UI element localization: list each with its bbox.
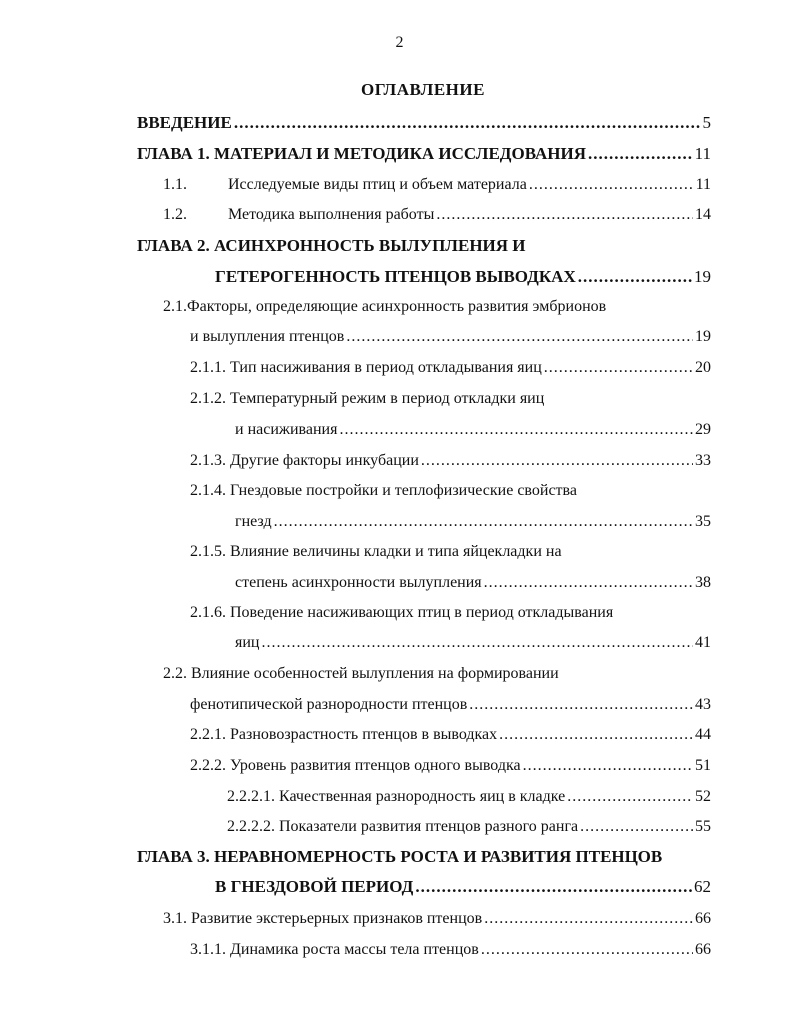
- toc-entry-label: Методика выполнения работы: [228, 206, 435, 223]
- dot-leader: [544, 358, 693, 378]
- toc-entry-label: 3.1. Развитие экстерьерных признаков птенцов: [163, 910, 483, 927]
- toc-entry-2-1-5[interactable]: 2.1.5. Влияние величины кладки и типа яйцекладки на: [190, 543, 562, 560]
- toc-entry-chapter-2-cont[interactable]: [215, 267, 711, 287]
- dot-leader: [580, 817, 693, 837]
- dot-leader: [274, 512, 693, 532]
- toc-entry-number: 1.1.: [163, 176, 187, 193]
- toc-entry-label: 2.2.2.2. Показатели развития птенцов разного ранга: [227, 818, 579, 835]
- dot-leader: [484, 909, 693, 929]
- toc-entry-label: В ГНЕЗДОВОЙ ПЕРИОД: [215, 877, 414, 896]
- toc-entry-page: 44: [695, 726, 711, 743]
- dot-leader: [234, 113, 701, 133]
- toc-entry-page: 20: [695, 359, 711, 376]
- toc-entry-2-1-1[interactable]: [190, 358, 711, 378]
- dot-leader: [529, 175, 694, 195]
- toc-entry-chapter-3[interactable]: ГЛАВА 3. НЕРАВНОМЕРНОСТЬ РОСТА И РАЗВИТИЯ ПТЕНЦОВ: [137, 847, 663, 866]
- toc-entry-label: 2.2.1. Разновозрастность птенцов в выводках: [190, 726, 498, 743]
- toc-entry-chapter-1[interactable]: [137, 144, 711, 164]
- toc-entry-2-2-1[interactable]: [190, 725, 711, 745]
- toc-entry-page: 66: [695, 910, 711, 927]
- toc-entry-page: 29: [695, 421, 711, 438]
- toc-entry-1-1[interactable]: [163, 175, 711, 195]
- toc-entry-label: 2.2.2. Уровень развития птенцов одного выводка: [190, 757, 521, 774]
- toc-entry-page: 19: [694, 267, 711, 286]
- dot-leader: [588, 144, 693, 164]
- toc-entry-label: 3.1.1. Динамика роста массы тела птенцов: [190, 941, 479, 958]
- toc-entry-2-1-4-cont[interactable]: [235, 512, 711, 532]
- toc-entry-page: 35: [695, 513, 711, 530]
- dot-leader: [484, 573, 693, 593]
- dot-leader: [481, 940, 693, 960]
- dot-leader: [469, 695, 693, 715]
- toc-entry-2-2-2-2[interactable]: [227, 817, 711, 837]
- toc-entry-chapter-3-cont[interactable]: [215, 877, 711, 897]
- page-number: 2: [395, 34, 404, 51]
- toc-entry-label: 2.2.2.1. Качественная разнородность яиц в кладке: [227, 788, 566, 805]
- toc-entry-2-2-cont[interactable]: [190, 695, 711, 715]
- toc-entry-label: степень асинхронности вылупления: [235, 574, 482, 591]
- dot-leader: [415, 877, 692, 897]
- toc-entry-2-1-2[interactable]: 2.1.2. Температурный режим в период откладки яиц: [190, 390, 545, 407]
- toc-entry-1-2[interactable]: [163, 205, 711, 225]
- toc-entry-page: 66: [695, 941, 711, 958]
- toc-entry-2-2[interactable]: 2.2. Влияние особенностей вылупления на формировании: [163, 665, 559, 682]
- toc-entry-page: 52: [695, 788, 711, 805]
- toc-entry-label: яиц: [235, 634, 260, 651]
- dot-leader: [578, 267, 692, 287]
- toc-entry-label: ГЛАВА 1. МАТЕРИАЛ И МЕТОДИКА ИССЛЕДОВАНИЯ: [137, 144, 586, 163]
- toc-entry-label: 2.1.3. Другие факторы инкубации: [190, 452, 419, 469]
- toc-entry-page: 43: [695, 696, 711, 713]
- dot-leader: [421, 451, 693, 471]
- toc-entry-label: ГЕТЕРОГЕННОСТЬ ПТЕНЦОВ ВЫВОДКАХ: [215, 267, 576, 286]
- toc-entry-introduction[interactable]: [137, 113, 711, 133]
- toc-entry-label: и вылупления птенцов: [190, 328, 345, 345]
- toc-entry-page: 5: [702, 113, 711, 132]
- toc-entry-2-2-2-1[interactable]: [227, 787, 711, 807]
- toc-entry-label: Исследуемые виды птиц и объем материала: [228, 176, 527, 193]
- toc-entry-chapter-2[interactable]: ГЛАВА 2. АСИНХРОННОСТЬ ВЫЛУПЛЕНИЯ И: [137, 236, 526, 255]
- toc-entry-label: ВВЕДЕНИЕ: [137, 113, 232, 132]
- toc-entry-2-1-5-cont[interactable]: [235, 573, 711, 593]
- toc-entry-label: и насиживания: [235, 421, 338, 438]
- toc-entry-2-1-3[interactable]: [190, 451, 711, 471]
- dot-leader: [567, 787, 693, 807]
- toc-entry-page: 11: [694, 144, 711, 163]
- toc-entry-page: 33: [695, 452, 711, 469]
- dot-leader: [436, 205, 693, 225]
- toc-entry-label: 2.1.1. Тип насиживания в период откладывания яиц: [190, 359, 542, 376]
- toc-entry-2-1-6[interactable]: 2.1.6. Поведение насиживающих птиц в период откладывания: [190, 604, 614, 621]
- toc-entry-page: 41: [695, 634, 711, 651]
- dot-leader: [261, 633, 693, 653]
- toc-entry-2-1-cont[interactable]: [190, 327, 711, 347]
- toc-entry-2-1[interactable]: 2.1.Факторы, определяющие асинхронность развития эмбрионов: [163, 298, 607, 315]
- dot-leader: [339, 420, 693, 440]
- toc-entry-2-1-2-cont[interactable]: [235, 420, 711, 440]
- toc-entry-page: 11: [695, 176, 711, 193]
- toc-entry-page: 38: [695, 574, 711, 591]
- toc-title: ОГЛАВЛЕНИЕ: [361, 80, 485, 99]
- toc-entry-page: 51: [695, 757, 711, 774]
- toc-entry-number: 1.2.: [163, 206, 187, 223]
- dot-leader: [346, 327, 693, 347]
- toc-entry-page: 62: [694, 877, 711, 896]
- toc-entry-page: 19: [695, 328, 711, 345]
- toc-entry-3-1[interactable]: [163, 909, 711, 929]
- toc-entry-2-1-6-cont[interactable]: [235, 633, 711, 653]
- toc-entry-3-1-1[interactable]: [190, 940, 711, 960]
- toc-entry-page: 55: [695, 818, 711, 835]
- toc-entry-label: фенотипической разнородности птенцов: [190, 696, 468, 713]
- toc-entry-page: 14: [695, 206, 711, 223]
- toc-entry-2-1-4[interactable]: 2.1.4. Гнездовые постройки и теплофизические свойства: [190, 482, 577, 499]
- toc-entry-label: гнезд: [235, 513, 272, 530]
- toc-entry-2-2-2[interactable]: [190, 756, 711, 776]
- dot-leader: [499, 725, 693, 745]
- dot-leader: [523, 756, 693, 776]
